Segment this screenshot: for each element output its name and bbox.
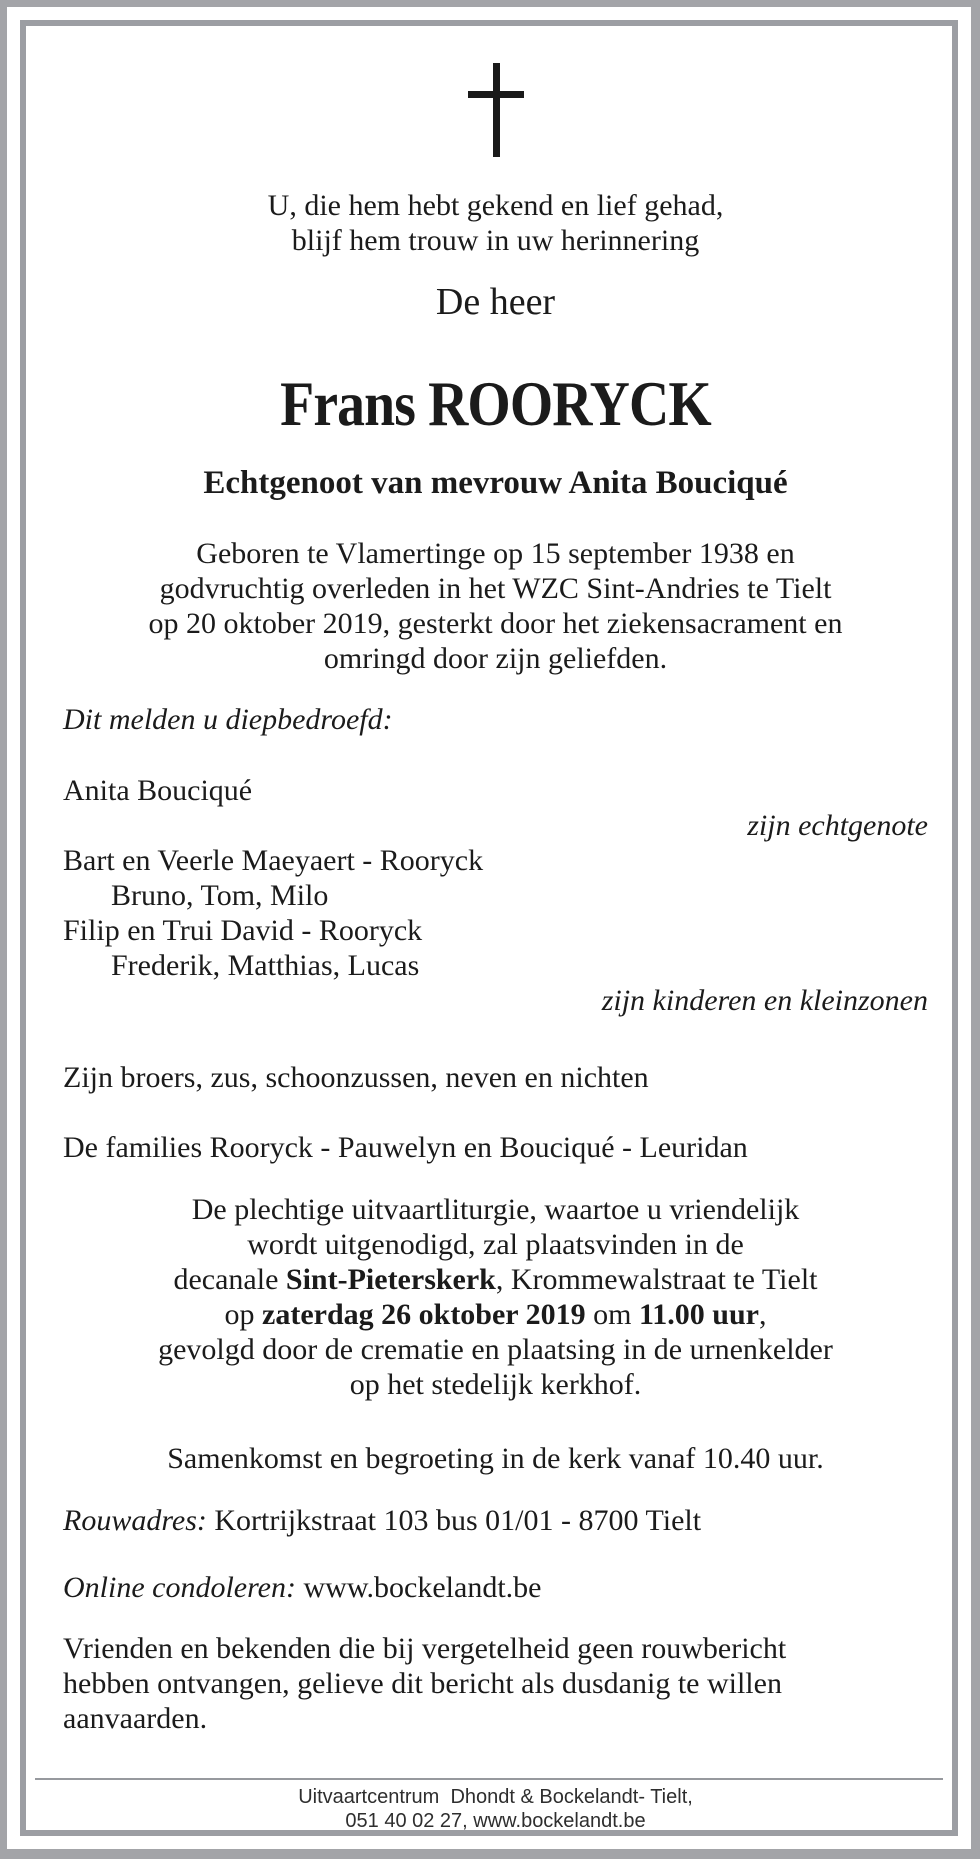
mourning-address-line xyxy=(63,1503,928,1538)
announcement-intro: Dit melden u diepbedroefd: xyxy=(63,703,393,736)
family-list xyxy=(63,773,928,1018)
notice-paragraph xyxy=(63,1631,928,1736)
funeral-home-contact: 051 40 02 27, www.bockelandt.be xyxy=(345,1810,646,1832)
child-line-2: Filip en Trui David - Rooryck xyxy=(63,914,423,947)
mourning-address-label: Rouwadres: xyxy=(63,1504,207,1537)
spouse-role: zijn echtgenote xyxy=(747,809,928,842)
gray-frame xyxy=(20,20,958,1836)
service-time: 11.00 uur xyxy=(638,1298,759,1331)
service-paragraph xyxy=(63,1192,928,1402)
cross-horizontal-bar xyxy=(468,91,524,98)
life-line-3: op 20 oktober 2019, gesterkt door het ziekensacrament en xyxy=(148,607,843,640)
online-condolence-label: Online condoleren: xyxy=(63,1571,296,1604)
families-line: De families Rooryck - Pauwelyn en Bouciqué - Leuridan xyxy=(63,1131,748,1164)
mourning-address-value: Kortrijkstraat 103 bus 01/01 - 8700 Tielt xyxy=(214,1504,702,1537)
service-line-3-pre: decanale xyxy=(173,1263,286,1296)
epigraph-line-2: blijf hem trouw in uw herinnering xyxy=(291,224,700,257)
latin-cross-icon xyxy=(468,63,524,157)
notice-line-2: hebben ontvangen, gelieve dit bericht als dusdanig te willen xyxy=(63,1667,782,1700)
service-line-4-post: , xyxy=(758,1298,767,1331)
online-condolence-url: www.bockelandt.be xyxy=(303,1571,542,1604)
grandchildren-line-1: Bruno, Tom, Milo xyxy=(111,879,329,912)
funeral-home-name: Uitvaartcentrum Dhondt & Bockelandt- Tielt, xyxy=(298,1786,693,1808)
notice-line-3: aanvaarden. xyxy=(63,1702,208,1735)
gathering-line: Samenkomst en begroeting in de kerk vanaf 10.40 uur. xyxy=(167,1442,824,1475)
epigraph xyxy=(63,188,928,258)
service-line-3 xyxy=(63,1262,928,1297)
deceased-name xyxy=(63,369,928,439)
life-line-1: Geboren te Vlamertinge op 15 september 1938 en xyxy=(196,537,795,570)
birth-death-paragraph xyxy=(63,536,928,676)
white-mat xyxy=(7,7,971,1849)
service-date: zaterdag 26 oktober 2019 xyxy=(262,1298,586,1331)
service-line-2: wordt uitgenodigd, zal plaatsvinden in de xyxy=(247,1228,744,1261)
deceased-name-text: Frans ROORYCK xyxy=(280,368,711,439)
service-line-4 xyxy=(63,1297,928,1332)
funeral-home-footer xyxy=(63,1785,928,1833)
service-line-4-pre: op xyxy=(224,1298,263,1331)
child-line-1: Bart en Veerle Maeyaert - Rooryck xyxy=(63,844,484,877)
life-line-2: godvruchtig overleden in het WZC Sint-Andries te Tielt xyxy=(159,572,832,605)
church-name: Sint-Pieterskerk xyxy=(285,1263,496,1296)
cross-vertical-bar xyxy=(493,63,500,157)
footer-separator xyxy=(35,1778,943,1780)
service-line-6: op het stedelijk kerkhof. xyxy=(349,1368,642,1401)
online-condolence-line xyxy=(63,1570,928,1605)
relatives-line: Zijn broers, zus, schoonzussen, neven en nichten xyxy=(63,1061,649,1094)
service-line-3-post: , Krommewalstraat te Tielt xyxy=(495,1263,818,1296)
relation-line: Echtgenoot van mevrouw Anita Bouciqué xyxy=(203,465,788,501)
service-line-1: De plechtige uitvaartliturgie, waartoe u vriendelijk xyxy=(191,1193,800,1226)
life-line-4: omringd door zijn geliefden. xyxy=(323,642,668,675)
children-role: zijn kinderen en kleinzonen xyxy=(601,984,928,1017)
grandchildren-line-2: Frederik, Matthias, Lucas xyxy=(111,949,420,982)
service-line-4-mid: om xyxy=(585,1298,639,1331)
spouse-name: Anita Bouciqué xyxy=(63,774,253,807)
service-line-5: gevolgd door de crematie en plaatsing in de urnenkelder xyxy=(158,1333,833,1366)
notice-line-1: Vrienden en bekenden die bij vergetelheid geen rouwbericht xyxy=(63,1632,787,1665)
epigraph-line-1: U, die hem hebt gekend en lief gehad, xyxy=(267,189,724,222)
salutation: De heer xyxy=(435,281,556,323)
